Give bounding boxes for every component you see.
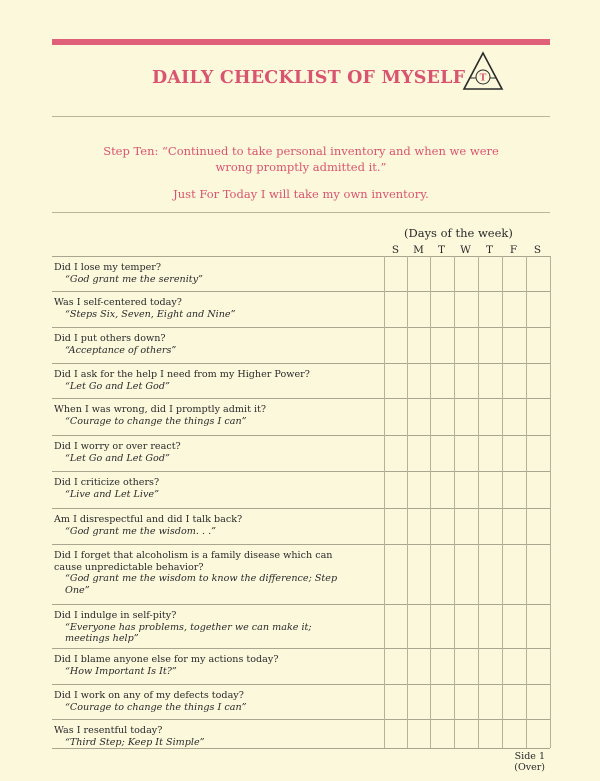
top-accent-bar [52, 39, 550, 45]
check-cell[interactable] [503, 509, 526, 544]
checklist-answer: “God grant me the wisdom to know the difference; Step One” [65, 573, 338, 596]
check-cell[interactable] [431, 472, 454, 508]
check-cell[interactable] [503, 328, 526, 363]
checklist-answer: “Courage to change the things I can” [65, 701, 247, 713]
checklist-question: Did I blame anyone else for my actions today? [54, 654, 279, 665]
check-cell[interactable] [431, 436, 454, 471]
check-cell[interactable] [455, 399, 478, 435]
check-cell[interactable] [455, 257, 478, 291]
check-cell[interactable] [431, 605, 454, 648]
checklist-answer: “Let Go and Let God” [65, 452, 170, 464]
divider [52, 116, 550, 117]
check-cell[interactable] [408, 364, 430, 398]
check-cell[interactable] [455, 292, 478, 327]
check-cell[interactable] [385, 472, 407, 508]
check-cell[interactable] [503, 545, 526, 604]
check-cell[interactable] [527, 685, 550, 719]
check-cell[interactable] [479, 685, 502, 719]
day-header-6: S [533, 244, 542, 256]
checklist-item [54, 514, 384, 537]
check-cell[interactable] [455, 472, 478, 508]
check-cell[interactable] [431, 292, 454, 327]
checklist-answer: “Acceptance of others” [65, 344, 177, 356]
checklist-answer: “Everyone has problems, together we can make it; meetings help” [65, 621, 312, 644]
check-cell[interactable] [408, 292, 430, 327]
checklist-answer: “Live and Let Live” [65, 488, 159, 500]
checklist-question: Am I disrespectful and did I talk back? [54, 514, 243, 525]
check-cell[interactable] [527, 605, 550, 648]
page-footer [505, 751, 545, 773]
check-cell[interactable] [479, 257, 502, 291]
check-cell[interactable] [479, 364, 502, 398]
check-cell[interactable] [408, 605, 430, 648]
checklist-question: Did I indulge in self-pity? [54, 610, 177, 621]
checklist-answer: “Let Go and Let God” [65, 380, 170, 392]
day-header-1: M [413, 244, 424, 256]
check-cell[interactable] [408, 399, 430, 435]
checklist-question: Did I worry or over react? [54, 441, 181, 452]
grid-column-line [550, 256, 551, 748]
check-cell[interactable] [431, 399, 454, 435]
check-cell[interactable] [385, 685, 407, 719]
check-cell[interactable] [527, 364, 550, 398]
checklist-answer: “God grant me the wisdom. . .” [65, 525, 217, 537]
check-cell[interactable] [385, 720, 407, 748]
check-cell[interactable] [385, 509, 407, 544]
checklist-item [54, 610, 384, 645]
just-for-today: Just For Today I will take my own inventory. [173, 187, 429, 201]
checklist-item [54, 297, 384, 320]
divider [52, 212, 550, 213]
check-cell[interactable] [455, 685, 478, 719]
checklist-answer: “God grant me the serenity” [65, 273, 203, 285]
check-cell[interactable] [503, 436, 526, 471]
checklist-question: Did I lose my temper? [54, 262, 162, 273]
check-cell[interactable] [408, 545, 430, 604]
check-cell[interactable] [527, 649, 550, 684]
check-cell[interactable] [385, 605, 407, 648]
check-cell[interactable] [479, 545, 502, 604]
checklist-question: Did I forget that alcoholism is a family disease which can cause unpredictable behavior? [54, 550, 333, 573]
check-cell[interactable] [455, 436, 478, 471]
check-cell[interactable] [408, 328, 430, 363]
check-cell[interactable] [408, 509, 430, 544]
checklist-question: Did I put others down? [54, 333, 166, 344]
triangle-logo-icon [462, 51, 504, 93]
check-cell[interactable] [408, 436, 430, 471]
check-cell[interactable] [455, 364, 478, 398]
checklist-answer: “Steps Six, Seven, Eight and Nine” [65, 308, 236, 320]
check-cell[interactable] [479, 720, 502, 748]
checklist-question: Was I resentful today? [54, 725, 163, 736]
day-header-4: T [485, 244, 493, 256]
checklist-answer: “How Important Is It?” [65, 665, 177, 677]
check-cell[interactable] [479, 399, 502, 435]
check-cell[interactable] [455, 545, 478, 604]
check-cell[interactable] [503, 649, 526, 684]
check-cell[interactable] [385, 328, 407, 363]
checklist-question: Was I self-centered today? [54, 297, 182, 308]
check-cell[interactable] [455, 720, 478, 748]
page-title: DAILY CHECKLIST OF MYSELF [152, 68, 466, 88]
check-cell[interactable] [503, 605, 526, 648]
check-cell[interactable] [455, 328, 478, 363]
logo-letter: T [479, 73, 487, 84]
check-cell[interactable] [479, 605, 502, 648]
check-cell[interactable] [385, 399, 407, 435]
check-cell[interactable] [503, 292, 526, 327]
grid-row-line [52, 748, 550, 749]
check-cell[interactable] [385, 364, 407, 398]
check-cell[interactable] [408, 472, 430, 508]
checklist-item [54, 477, 384, 500]
over-label: (Over) [514, 762, 545, 773]
check-cell[interactable] [455, 509, 478, 544]
check-cell[interactable] [527, 257, 550, 291]
check-cell[interactable] [431, 720, 454, 748]
day-header-2: T [437, 244, 445, 256]
check-cell[interactable] [479, 328, 502, 363]
checklist-item [54, 654, 384, 677]
checklist-item [54, 725, 384, 748]
check-cell[interactable] [408, 685, 430, 719]
check-cell[interactable] [431, 685, 454, 719]
checklist-question: When I was wrong, did I promptly admit it? [54, 404, 267, 415]
check-cell[interactable] [431, 364, 454, 398]
day-header-0: S [391, 244, 400, 256]
check-cell[interactable] [503, 685, 526, 719]
check-cell[interactable] [479, 436, 502, 471]
check-cell[interactable] [431, 509, 454, 544]
checklist-answer: “Third Step; Keep It Simple” [65, 736, 205, 748]
checklist-item [54, 369, 384, 392]
check-cell[interactable] [527, 509, 550, 544]
check-cell[interactable] [527, 720, 550, 748]
check-cell[interactable] [431, 545, 454, 604]
day-header-3: W [460, 244, 471, 256]
check-cell[interactable] [479, 292, 502, 327]
check-cell[interactable] [527, 545, 550, 604]
check-cell[interactable] [408, 720, 430, 748]
check-cell[interactable] [503, 472, 526, 508]
checklist-item [54, 333, 384, 356]
check-cell[interactable] [385, 545, 407, 604]
check-cell[interactable] [455, 605, 478, 648]
check-cell[interactable] [408, 257, 430, 291]
checklist-question: Did I criticize others? [54, 477, 160, 488]
days-of-week-label: (Days of the week) [404, 226, 513, 240]
check-cell[interactable] [527, 399, 550, 435]
check-cell[interactable] [385, 292, 407, 327]
check-cell[interactable] [479, 509, 502, 544]
check-cell[interactable] [385, 257, 407, 291]
check-cell[interactable] [431, 649, 454, 684]
check-cell[interactable] [503, 720, 526, 748]
checklist-item [54, 441, 384, 464]
check-cell[interactable] [479, 649, 502, 684]
step-ten-quote: Step Ten: “Continued to take personal inventory and when we were wrong promptly admitted it.” [103, 144, 499, 174]
check-cell[interactable] [455, 649, 478, 684]
check-cell[interactable] [385, 649, 407, 684]
check-cell[interactable] [527, 436, 550, 471]
check-cell[interactable] [503, 364, 526, 398]
check-cell[interactable] [479, 472, 502, 508]
checklist-item [54, 690, 384, 713]
check-cell[interactable] [385, 436, 407, 471]
day-header-5: F [509, 244, 518, 256]
check-cell[interactable] [527, 472, 550, 508]
check-cell[interactable] [527, 328, 550, 363]
checklist-answer: “Courage to change the things I can” [65, 415, 247, 427]
check-cell[interactable] [408, 649, 430, 684]
check-cell[interactable] [431, 328, 454, 363]
check-cell[interactable] [503, 399, 526, 435]
check-cell[interactable] [527, 292, 550, 327]
checklist-question: Did I work on any of my defects today? [54, 690, 244, 701]
side-label: Side 1 [514, 751, 545, 762]
check-cell[interactable] [503, 257, 526, 291]
checklist-item [54, 404, 384, 427]
check-cell[interactable] [431, 257, 454, 291]
checklist-question: Did I ask for the help I need from my Higher Power? [54, 369, 310, 380]
checklist-item [54, 262, 384, 285]
checklist-item [54, 550, 338, 596]
